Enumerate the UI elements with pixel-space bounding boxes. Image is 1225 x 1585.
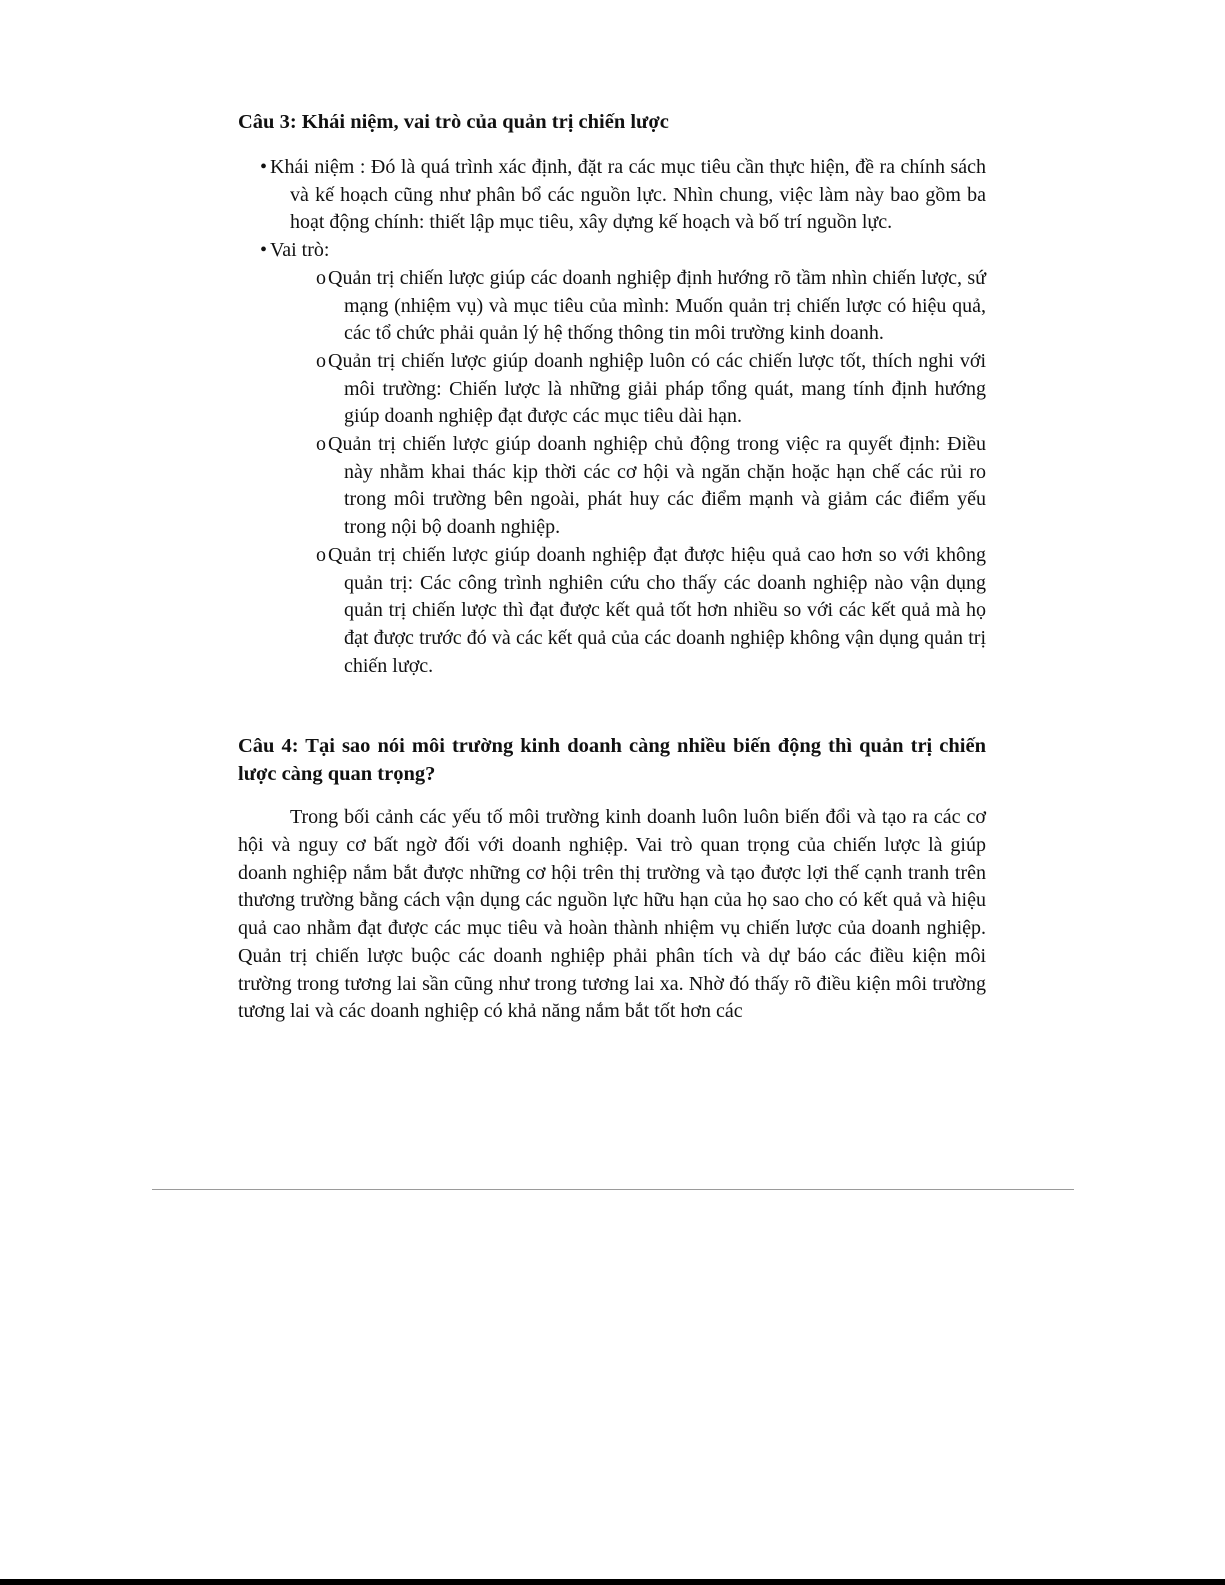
bottom-edge-rule [0, 1579, 1225, 1585]
sub-bullet-icon: o [316, 433, 326, 456]
question-3-heading: Câu 3: Khái niệm, vai trò của quản trị chiến lược [238, 111, 669, 133]
question-4-heading: Câu 4: Tại sao nói môi trường kinh doanh càng nhiều biến động thì quản trị chiến lược càng quan trọng? [238, 735, 986, 786]
role-text: Quản trị chiến lược giúp các doanh nghiệp định hướng rõ tầm nhìn chiến lược, sứ mạng (nhiệm vụ) và mục tiêu của mình: Muốn quản trị chiến lược có hiệu quả, các tổ chức phải quản lý hệ thống thông tin môi trường kinh doanh. [328, 266, 986, 345]
role-item [238, 431, 986, 542]
question-4-paragraph: Trong bối cảnh các yếu tố môi trường kinh doanh luôn luôn biến đổi và tạo ra các cơ hội và nguy cơ bất ngờ đối với doanh nghiệp. Vai trò quan trọng của chiến lược là giúp doanh nghiệp nắm bắt được những cơ hội trên thị trường và tạo được lợi thế cạnh tranh trên thương trường bằng cách vận dụng các nguồn lực hữu hạn của họ sao cho có kết quả và hiệu quả cao nhằm đạt được các mục tiêu và hoàn thành nhiệm vụ chiến lược của doanh nghiệp. Quản trị chiến lược buộc các doanh nghiệp phải phân tích và dự báo các điều kiện môi trường trong tương lai sần cũng như trong tương lai xa. Nhờ đó thấy rõ điều kiện môi trường tương lai và các doanh nghiệp có khả năng nắm bắt tốt hơn các [238, 806, 986, 1023]
bullet-icon: • [260, 156, 268, 178]
sub-bullet-icon: o [316, 543, 326, 566]
roles-bullet [238, 237, 986, 265]
sub-bullet-icon: o [316, 349, 326, 372]
bullet-icon: • [260, 239, 268, 262]
question-3-bullet-list [238, 154, 986, 265]
role-item [238, 542, 986, 681]
roles-label: Vai trò: [270, 239, 330, 262]
document-page [238, 108, 986, 1026]
role-item [238, 348, 986, 431]
roles-sub-list [238, 265, 986, 681]
role-text: Quản trị chiến lược giúp doanh nghiệp luôn có các chiến lược tốt, thích nghi với môi trường: Chiến lược là những giải pháp tổng quát, mang tính định hướng giúp doanh nghiệp đạt được các mục tiêu dài hạn. [328, 349, 986, 428]
role-item [238, 265, 986, 348]
role-text: Quản trị chiến lược giúp doanh nghiệp đạt được hiệu quả cao hơn so với không quản trị: Các công trình nghiên cứu cho thấy các doanh nghiệp nào vận dụng quản trị chiến lược thì đạt được kết quả tốt hơn nhiều so với các kết quả mà họ đạt được trước đó và các kết quả của các doanh nghiệp không vận dụng quản trị chiến lược. [328, 543, 986, 677]
page-divider [152, 1189, 1074, 1190]
sub-bullet-icon: o [316, 266, 326, 289]
role-text: Quản trị chiến lược giúp doanh nghiệp chủ động trong việc ra quyết định: Điều này nhằm khai thác kịp thời các cơ hội và ngăn chặn hoặc hạn chế các rủi ro trong môi trường bên ngoài, phát huy các điểm mạnh và giảm các điểm yếu trong nội bộ doanh nghiệp. [328, 433, 986, 539]
concept-bullet [238, 154, 986, 237]
concept-text: Khái niệm : Đó là quá trình xác định, đặt ra các mục tiêu cần thực hiện, đề ra chính sách và kế hoạch cũng như phân bổ các nguồn lực. Nhìn chung, việc làm này bao gồm ba hoạt động chính: thiết lập mục tiêu, xây dựng kế hoạch và bố trí nguồn lực. [270, 156, 986, 234]
